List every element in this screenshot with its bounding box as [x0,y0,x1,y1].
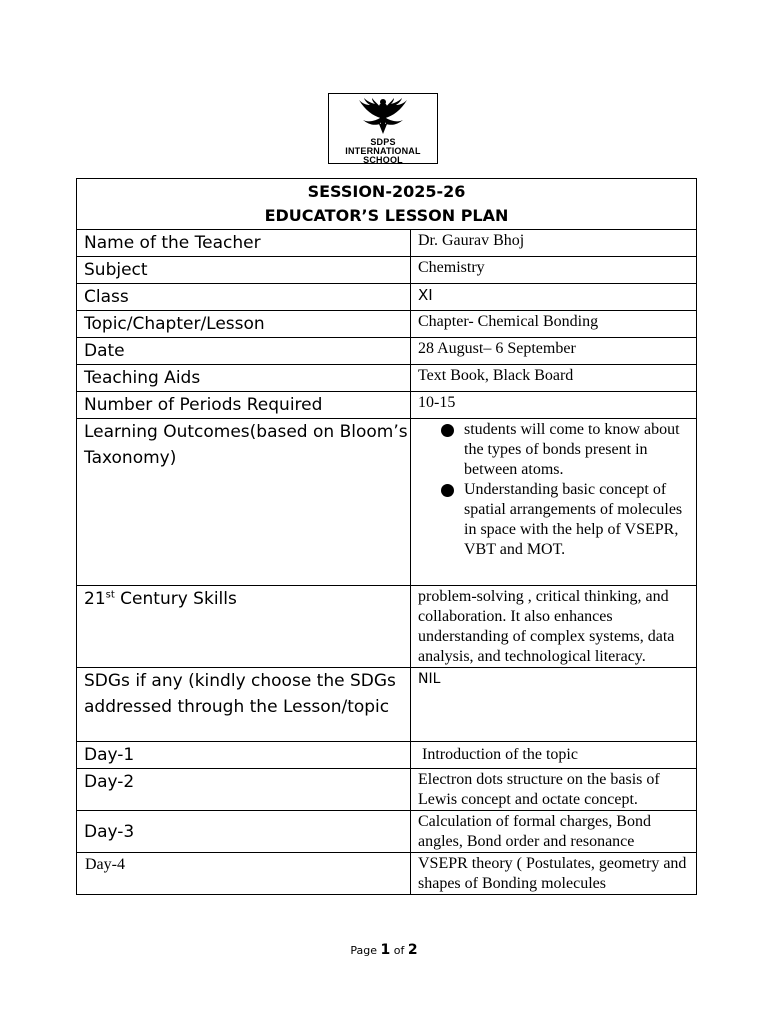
page-current: 1 [380,942,391,958]
aids-value: Text Book, Black Board [411,365,697,392]
day3-label: Day-3 [77,811,411,853]
table-row [77,742,697,769]
page-total: 2 [407,942,418,958]
page-word: Page [350,944,378,957]
bullet-icon [441,484,454,497]
page-of: of [393,944,405,957]
class-label: Class [77,284,411,311]
topic-value: Chapter- Chemical Bonding [411,311,697,338]
lesson-plan-title: EDUCATOR’S LESSON PLAN [264,206,509,225]
table-row [77,338,697,365]
list-item [441,420,694,480]
logo-line-3: SCHOOL [363,155,403,165]
outcome-text: students will come to know about the types of bonds present in between atoms. [464,421,680,478]
topic-label: Topic/Chapter/Lesson [77,311,411,338]
lesson-plan-table [76,178,697,895]
list-item [441,480,694,560]
day4-value: VSEPR theory ( Postulates, geometry and shapes of Bonding molecules [411,853,697,895]
skills-value: problem-solving , critical thinking, and collaboration. It also enhances understanding of complex systems, data analysis, and technological literacy. [411,586,697,668]
sdgs-label: SDGs if any (kindly choose the SDGs addressed through the Lesson/topic [77,668,411,742]
bullet-icon [441,424,454,437]
table-row [77,586,697,668]
table-row [77,392,697,419]
eagle-emblem-icon [353,96,413,138]
table-row [77,365,697,392]
skills-label [77,586,411,668]
header-row [77,179,697,230]
periods-label: Number of Periods Required [77,392,411,419]
day2-label: Day-2 [77,769,411,811]
outcomes-label: Learning Outcomes(based on Bloom’s Taxonomy) [77,419,411,586]
day2-value: Electron dots structure on the basis of Lewis concept and octate concept. [411,769,697,811]
class-value: XI [411,284,697,311]
teacher-value: Dr. Gaurav Bhoj [411,230,697,257]
day1-value: Introduction of the topic [411,742,697,769]
table-row [77,284,697,311]
subject-label: Subject [77,257,411,284]
table-row [77,257,697,284]
sdgs-value: NIL [411,668,697,742]
subject-value: Chemistry [411,257,697,284]
skills-label-number: 21 [84,589,106,609]
logo-line-1: SDPS [370,137,396,147]
logo-line-2: INTERNATIONAL [345,146,421,156]
aids-label: Teaching Aids [77,365,411,392]
page-footer [0,942,768,958]
table-row [77,811,697,853]
session-title: SESSION-2025-26 [307,182,466,201]
school-logo [328,93,438,164]
skills-label-text: Century Skills [114,589,237,609]
table-row [77,853,697,895]
skills-label-suffix: st [105,589,115,601]
date-label: Date [77,338,411,365]
outcomes-value [411,419,697,586]
table-row [77,419,697,586]
teacher-label: Name of the Teacher [77,230,411,257]
day4-label: Day-4 [77,853,411,895]
table-row [77,668,697,742]
table-row [77,311,697,338]
table-row [77,230,697,257]
table-row [77,769,697,811]
day1-label: Day-1 [77,742,411,769]
outcomes-list [411,420,696,560]
outcome-text: Understanding basic concept of spatial arrangements of molecules in space with the help of VSEPR, VBT and MOT. [464,481,683,558]
date-value: 28 August– 6 September [411,338,697,365]
table-header [77,179,697,230]
day3-value: Calculation of formal charges, Bond angles, Bond order and resonance [411,811,697,853]
periods-value: 10-15 [411,392,697,419]
